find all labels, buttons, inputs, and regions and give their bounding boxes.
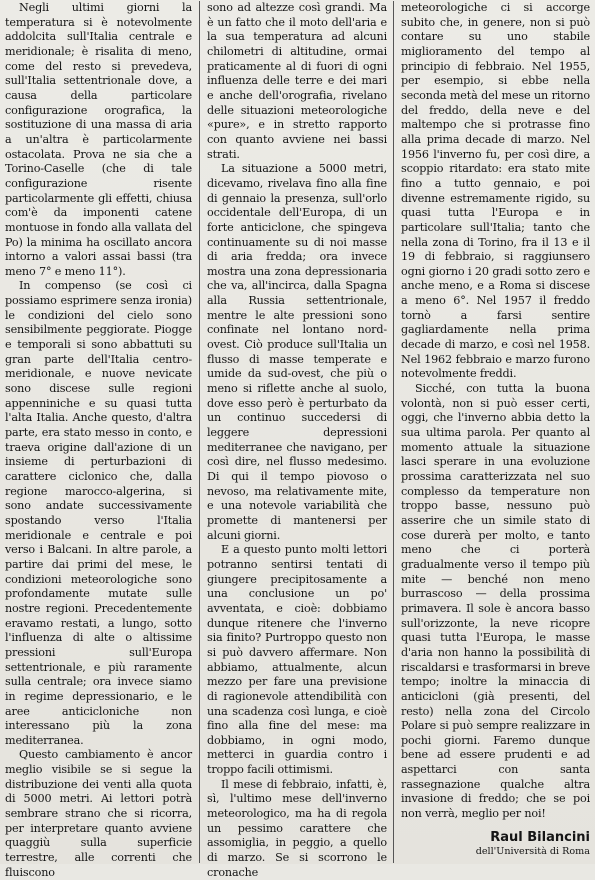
paragraph: sono ad altezze così grandi. Ma è un fatto che il moto dell'aria e la sua temperatura ad alcuni chilometri di altitudine, ormai praticamente al di fuori di ogni influenza delle terre e dei mari e anche dell'orografia, rivelano delle situazioni meteorologiche «pure», e in stretto rapporto con quanto avviene nei bassi strati. <box>207 1 387 161</box>
paragraph: Il mese di febbraio, infatti, è, sì, l'ultimo mese dell'inverno meteorologico, ma ha di regola un pessimo carattere che assomiglia, in peggio, a quello di marzo. Se si scorrono le cronache <box>207 777 387 879</box>
paragraph: Questo cambiamento è ancor meglio visibile se si segue la distribuzione dei venti alla quota di 5000 metri. Ai lettori potrà sembrare strano che si ricorra, per interpretare quanto avviene quaggiù sulla superficie terrestre, alle correnti che fluiscono <box>5 748 192 879</box>
article-column-2 <box>200 1 394 879</box>
article-column-3 <box>394 1 590 863</box>
article-column-1 <box>5 1 200 879</box>
paragraph: E a questo punto molti lettori potranno sentirsi tentati di giungere precipitosamente a una conclusione un po' avventata, e cioè: dobbiamo dunque ritenere che l'inverno sia finito? Purtroppo questo non si può davvero affermare. Non abbiamo, attualmente, alcun mezzo per fare una previsione di ragionevole attendibilità con una scadenza così lunga, e cioè fino alla fine del mese: ma dobbiamo, in ogni modo, metterci in guardia contro i troppo facili ottimismi. <box>207 543 387 777</box>
author-name: Raul Bilancini <box>490 829 590 845</box>
paragraph: meteorologiche ci si accorge subito che, in genere, non si può contare su uno stabile miglioramento del tempo al principio di febbraio. Nel 1955, per esempio, si ebbe nella seconda metà del mese un ritorno del freddo, della neve e del maltempo che si protrasse fino alla prima decade di marzo. Nel 1956 l'inverno fu, per così dire, a scoppio ritardato: era stato mite fino a tutto gennaio, e poi divenne estremamente rigido, su quasi tutta l'Europa e in particolare sull'Italia; tanto che nella zona di Torino, fra il 13 e il 19 di febbraio, si raggiunsero ogni giorno i 20 gradi sotto zero e anche meno, e a Roma si discese a meno 6°. Nel 1957 il freddo tornò a farsi sentire gagliardamente nella prima decade di marzo, e così nel 1958. Nel 1962 febbraio e marzo furono notevolmente freddi. <box>401 1 590 381</box>
paragraph: La situazione a 5000 metri, dicevamo, rivelava fino alla fine di gennaio la presenza, sull'orlo occidentale dell'Europa, di un forte anticiclone, che spingeva continuamente su di noi masse di aria fredda; ora invece mostra una zona depressionaria che va, all'incirca, dalla Spagna alla Russia settentrionale, mentre le alte pressioni sono confinate nel lontano nord-ovest. Ciò produce sull'Italia un flusso di masse temperate e umide da sud-ovest, che più o meno si riflette anche al suolo, dove esso però è perturbato da un continuo succedersi di leggere depressioni mediterranee che navigano, per così dire, nel flusso medesimo. Di qui il tempo piovoso o nevoso, ma relativamente mite, e una notevole variabilità che promette di mantenersi per alcuni giorni. <box>207 162 387 542</box>
paragraph: Sicché, con tutta la buona volontà, non si può esser certi, oggi, che l'inverno abbia detto la sua ultima parola. Per quanto al momento attuale la situazione lasci sperare in una evoluzione prossima caratterizzata nel suo complesso da temperature non troppo basse, nessuno può asserire che un simile stato di cose durerà per molto, e tanto meno che ci porterà gradualmente verso il tempo più mite — benché non meno burrascoso — della prossima primavera. Il sole è ancora basso sull'orizzonte, la neve ricopre quasi tutta l'Europa, le masse d'aria non hanno la possibilità di riscaldarsi e trasformarsi in breve tempo; inoltre la minaccia di anticicloni (già presenti, del resto) nella zona del Circolo Polare si può sempre realizzare in pochi giorni. Faremo dunque bene ad essere prudenti e ad aspettarci con santa rassegnazione qualche altra invasione di freddo; che se poi non verrà, meglio per noi! <box>401 382 590 821</box>
paragraph: In compenso (se così ci possiamo esprimere senza ironia) le condizioni del cielo sono sensibilmente peggiorate. Piogge e temporali si sono abbattuti su gran parte dell'Italia centro-meridionale, e nuove nevicate sono discese sulle regioni appenniniche e su quasi tutta l'alta Italia. Anche questo, d'altra parte, era stato messo in conto, e traeva origine dall'azione di un insieme di perturbazioni di carattere ciclonico che, dalla regione marocco-algerina, si sono andate successivamente spostando verso l'Italia meridionale e centrale e poi verso i Balcani. In altre parole, a partire dai primi del mese, le condizioni meteorologiche sono profondamente mutate sulle nostre regioni. Precedentemente eravamo restati, a lungo, sotto l'influenza di alte o altissime pressioni sull'Europa settentrionale, e più raramente sulla centrale; ora invece siamo in regime depressionario, e le aree anticicloniche non interessano più la zona mediterranea. <box>5 279 192 747</box>
author-affiliation: dell'Università di Roma <box>475 845 590 857</box>
author-signature <box>401 830 590 858</box>
paragraph: Negli ultimi giorni la temperatura si è notevolmente addolcita sull'Italia centrale e meridionale; è risalita di meno, come del resto si prevedeva, sull'Italia settentrionale dove, a causa della particolare configurazione orografica, la sostituzione di una massa di aria a un'altra è particolarmente ostacolata. Prova ne sia che a Torino-Caselle (che di tale configurazione risente particolarmente gli effetti, chiusa com'è da imponenti catene montuose in fondo alla vallata del Po) la minima ha oscillato ancora intorno a valori assai bassi (tra meno 7° e meno 11°). <box>5 1 192 278</box>
